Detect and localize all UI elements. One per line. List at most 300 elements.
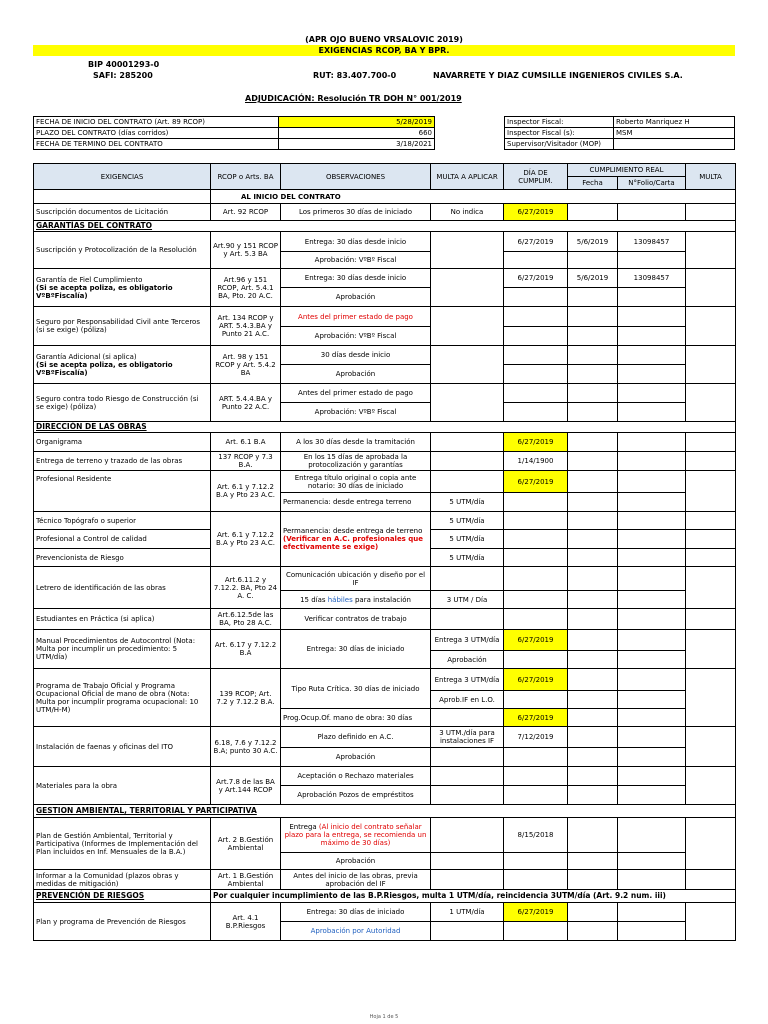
multa-aplicar-cell xyxy=(431,870,504,890)
exigencia-cell: Prevencionista de Riesgo xyxy=(34,549,211,567)
multa-cell xyxy=(686,818,736,870)
folio-cell xyxy=(618,591,686,609)
dia-cumplim-cell xyxy=(504,567,568,591)
observacion-cell: Aprobación: VºBº Fiscal xyxy=(281,403,431,422)
folio-cell xyxy=(618,630,686,651)
exigencia-cell: Suscripción documentos de Licitación xyxy=(34,204,211,221)
observacion-cell: Los primeros 30 días de iniciado xyxy=(281,204,431,221)
page-footer: Hoja 1 de 5 xyxy=(369,1014,399,1020)
multa-aplicar-cell xyxy=(431,818,504,853)
folio-cell xyxy=(618,346,686,365)
folio-cell xyxy=(618,609,686,630)
fecha-cell xyxy=(568,630,618,651)
exigencia-cell: Plan y programa de Prevención de Riesgos xyxy=(34,903,211,941)
observacion-text: Entrega xyxy=(289,823,319,831)
dia-cumplim-cell: 6/27/2019 xyxy=(504,903,568,922)
dia-cumplim-cell: 6/27/2019 xyxy=(504,630,568,651)
multa-cell xyxy=(686,669,736,727)
multa-cell xyxy=(686,307,736,346)
dia-cumplim-cell xyxy=(504,870,568,890)
inspector-table xyxy=(504,116,735,150)
fecha-cell xyxy=(568,365,618,384)
spacer-cell xyxy=(34,190,211,204)
table-row xyxy=(34,903,736,922)
dia-cumplim-cell xyxy=(504,591,568,609)
multa-cell xyxy=(686,530,736,549)
exigencia-text: Garantía Adicional (si aplica) xyxy=(36,352,137,361)
multa-aplicar-cell: 5 UTM/día xyxy=(431,512,504,530)
observacion-cell: Verificar contratos de trabajo xyxy=(281,609,431,630)
dia-cumplim-cell xyxy=(504,786,568,805)
folio-cell xyxy=(618,452,686,471)
dia-cumplim-cell xyxy=(504,288,568,307)
header-multa: MULTA xyxy=(686,164,736,190)
fecha-cell xyxy=(568,767,618,786)
table-row xyxy=(34,609,736,630)
dia-cumplim-cell xyxy=(504,327,568,346)
dia-cumplim-cell xyxy=(504,651,568,669)
multa-aplicar-cell: Entrega 3 UTM/día xyxy=(431,669,504,691)
dia-cumplim-cell xyxy=(504,493,568,512)
fecha-cell: 5/6/2019 xyxy=(568,269,618,288)
table-row xyxy=(34,870,736,890)
exigencia-cell: Manual Procedimientos de Autocontrol (Nota: Multa por incumplir un procedimiento: 5 UTM/día) xyxy=(34,630,211,669)
observacion-cell: Aprobación: VºBº Fiscal xyxy=(281,252,431,269)
inspector-value: MSM xyxy=(614,128,735,139)
folio-cell: 13098457 xyxy=(618,269,686,288)
multa-cell xyxy=(686,727,736,767)
dia-cumplim-cell: 6/27/2019 xyxy=(504,204,568,221)
observacion-warning: (Al inicio del contrato señalar plazo para la entrega, se recomienda un máximo de 30 días) xyxy=(284,823,427,847)
contract-info-table xyxy=(33,116,435,150)
multa-cell xyxy=(686,630,736,669)
fecha-cell xyxy=(568,870,618,890)
exigencia-cell: Informar a la Comunidad (plazos obras y medidas de mitigación) xyxy=(34,870,211,890)
exigencia-note: (Si se acepta poliza, es obligatorio VºBºFiscalía) xyxy=(36,283,173,300)
folio-cell xyxy=(618,709,686,727)
fecha-cell xyxy=(568,709,618,727)
dia-cumplim-cell xyxy=(504,609,568,630)
folio-cell xyxy=(618,818,686,853)
multa-aplicar-cell xyxy=(431,767,504,786)
articulo-cell: Art.6.11.2 y 7.12.2. BA, Pto 24 A. C. xyxy=(211,567,281,609)
multa-aplicar-cell xyxy=(431,232,504,269)
section-prevencion: PREVENCIÓN DE RIESGOS xyxy=(34,890,211,903)
observacion-cell xyxy=(281,818,431,853)
rut-number: RUT: 83.407.700-0 xyxy=(313,71,397,80)
contract-value: 660 xyxy=(279,128,435,139)
table-row xyxy=(34,433,736,452)
observacion-cell: Entrega: 30 días desde inicio xyxy=(281,269,431,288)
folio-cell xyxy=(618,307,686,327)
table-row xyxy=(34,307,736,327)
dia-cumplim-cell xyxy=(504,384,568,403)
multa-aplicar-cell xyxy=(431,567,504,591)
contract-row xyxy=(34,117,435,128)
folio-cell xyxy=(618,403,686,422)
inspector-row xyxy=(505,117,735,128)
section-direccion: DIRECCIÓN DE LAS OBRAS xyxy=(34,422,736,433)
observacion-cell: Plazo definido en A.C. xyxy=(281,727,431,748)
header-observaciones: OBSERVACIONES xyxy=(281,164,431,190)
exigencia-cell: Profesional a Control de calidad xyxy=(34,530,211,549)
dia-cumplim-cell xyxy=(504,252,568,269)
observacion-cell: Antes del inicio de las obras, previa aprobación del IF xyxy=(281,870,431,890)
articulo-cell: Art. 6.1 y 7.12.2 B.A y Pto 23 A.C. xyxy=(211,471,281,512)
fecha-cell xyxy=(568,903,618,922)
dia-cumplim-cell: 6/27/2019 xyxy=(504,433,568,452)
exigencia-cell: Instalación de faenas y oficinas del ITO xyxy=(34,727,211,767)
dia-cumplim-cell xyxy=(504,346,568,365)
table-row xyxy=(34,630,736,651)
dia-cumplim-cell: 6/27/2019 xyxy=(504,269,568,288)
folio-cell xyxy=(618,365,686,384)
articulo-cell: 6.18, 7.6 y 7.12.2 B.A; punto 30 A.C. xyxy=(211,727,281,767)
fecha-cell xyxy=(568,403,618,422)
observacion-text: Permanencia: desde entrega de terreno xyxy=(283,527,423,535)
inspector-label: Supervisor/Visitador (MOP) xyxy=(505,139,614,150)
fecha-cell xyxy=(568,748,618,767)
table-row xyxy=(34,818,736,853)
header-exigencias: EXIGENCIAS xyxy=(34,164,211,190)
inspector-label: Inspector Fiscal (s): xyxy=(505,128,614,139)
dia-cumplim-cell xyxy=(504,748,568,767)
observacion-cell: Aprobación xyxy=(281,365,431,384)
multa-cell xyxy=(686,204,736,221)
multa-aplicar-cell xyxy=(431,748,504,767)
dia-cumplim-cell: 6/27/2019 xyxy=(504,669,568,691)
folio-cell xyxy=(618,530,686,549)
exigencia-cell: Estudiantes en Práctica (si aplica) xyxy=(34,609,211,630)
exigencia-cell: Plan de Gestión Ambiental, Territorial y Participativa (Informes de Implementación del Plan incluidos en Inf. Mensuales de la B.A.) xyxy=(34,818,211,870)
folio-cell xyxy=(618,549,686,567)
observacion-cell: Aprobación Pozos de empréstitos xyxy=(281,786,431,805)
fecha-cell xyxy=(568,288,618,307)
articulo-cell: Art. 4.1 B.P.Riesgos xyxy=(211,903,281,941)
exigencia-cell: Seguro por Responsabilidad Civil ante Terceros (si se exige) (póliza) xyxy=(34,307,211,346)
articulo-cell: Art.6.12.5de las BA, Pto 28 A.C. xyxy=(211,609,281,630)
folio-cell xyxy=(618,433,686,452)
inspector-label: Inspector Fiscal: xyxy=(505,117,614,128)
table-row xyxy=(34,232,736,252)
fecha-cell xyxy=(568,567,618,591)
multa-cell xyxy=(686,433,736,452)
dia-cumplim-cell xyxy=(504,365,568,384)
folio-cell xyxy=(618,384,686,403)
multa-aplicar-cell: 5 UTM/día xyxy=(431,549,504,567)
section-row xyxy=(34,190,736,204)
fecha-cell xyxy=(568,609,618,630)
observacion-cell: Aprobación por Autoridad xyxy=(281,922,431,941)
articulo-cell: Art.96 y 151 RCOP, Art. 5.4.1 BA, Pto. 20 A.C. xyxy=(211,269,281,307)
fecha-cell xyxy=(568,549,618,567)
fecha-cell xyxy=(568,922,618,941)
multa-cell xyxy=(686,269,736,307)
multa-aplicar-cell xyxy=(431,609,504,630)
dia-cumplim-cell xyxy=(504,691,568,709)
table-row xyxy=(34,512,736,530)
observacion-text: para instalación xyxy=(352,595,411,604)
table-header-row xyxy=(34,164,736,177)
fecha-cell xyxy=(568,204,618,221)
multa-aplicar-cell: No indica xyxy=(431,204,504,221)
multa-aplicar-cell xyxy=(431,786,504,805)
folio-cell xyxy=(618,870,686,890)
observacion-cell: Tipo Ruta Crítica. 30 días de iniciado xyxy=(281,669,431,709)
folio-cell xyxy=(618,471,686,493)
observacion-warning: (Verificar en A.C. profesionales que efectivamente se exige) xyxy=(283,535,424,551)
dia-cumplim-cell xyxy=(504,530,568,549)
exigencia-cell: Técnico Topógrafo o superior xyxy=(34,512,211,530)
folio-cell xyxy=(618,327,686,346)
observacion-cell: Comunicación ubicación y diseño por el IF xyxy=(281,567,431,591)
section-ambiental: GESTION AMBIENTAL, TERRITORIAL Y PARTICIPATIVA xyxy=(34,805,736,818)
fecha-cell xyxy=(568,786,618,805)
fecha-cell xyxy=(568,493,618,512)
observacion-cell: Entrega título original o copia ante notario: 30 días de iniciado xyxy=(281,471,431,493)
multa-cell xyxy=(686,609,736,630)
observacion-cell xyxy=(281,591,431,609)
observacion-cell: A los 30 días desde la tramitación xyxy=(281,433,431,452)
multa-cell xyxy=(686,567,736,609)
multa-aplicar-cell: 5 UTM/día xyxy=(431,493,504,512)
dia-cumplim-cell xyxy=(504,403,568,422)
header-cumplimiento-real: CUMPLIMIENTO REAL xyxy=(568,164,686,177)
table-row xyxy=(34,767,736,786)
multa-aplicar-cell xyxy=(431,471,504,493)
articulo-cell: Art. 6.1 B.A xyxy=(211,433,281,452)
inspector-value: Roberto Manriquez H xyxy=(614,117,735,128)
multa-cell xyxy=(686,471,736,512)
fecha-cell xyxy=(568,307,618,327)
articulo-cell: Art.7.8 de las BA y Art.144 RCOP xyxy=(211,767,281,805)
adjudicacion: ADJUDICACIÓN: Resolución TR DOH N° 001/2019 xyxy=(245,94,462,103)
fecha-cell xyxy=(568,512,618,530)
dia-cumplim-cell: 1/14/1900 xyxy=(504,452,568,471)
table-row xyxy=(34,452,736,471)
multa-aplicar-cell xyxy=(431,922,504,941)
fecha-cell xyxy=(568,252,618,269)
company-name: NAVARRETE Y DIAZ CUMSILLE INGENIEROS CIVILES S.A. xyxy=(433,71,683,80)
inspector-row xyxy=(505,139,735,150)
folio-cell xyxy=(618,204,686,221)
table-row xyxy=(34,269,736,288)
section-row xyxy=(34,890,736,903)
fecha-cell: 5/6/2019 xyxy=(568,232,618,252)
exigencia-cell xyxy=(34,269,211,307)
fecha-cell xyxy=(568,691,618,709)
table-row xyxy=(34,669,736,691)
multa-aplicar-cell xyxy=(431,307,504,346)
multa-aplicar-cell xyxy=(431,709,504,727)
articulo-cell: Art. 134 RCOP y ART. 5.4.3.BA y Punto 21 A.C. xyxy=(211,307,281,346)
multa-cell xyxy=(686,346,736,384)
multa-aplicar-cell: Aprobación xyxy=(431,651,504,669)
fecha-cell xyxy=(568,669,618,691)
folio-cell xyxy=(618,786,686,805)
prevencion-note: Por cualquier incumplimiento de las B.P.Riesgos, multa 1 UTM/día, reincidencia 3UTM/día (Art. 9.2 num. iii) xyxy=(211,890,736,903)
dia-cumplim-cell xyxy=(504,307,568,327)
section-row xyxy=(34,422,736,433)
folio-cell xyxy=(618,691,686,709)
folio-cell xyxy=(618,252,686,269)
header-multa-aplicar: MULTA A APLICAR xyxy=(431,164,504,190)
header-fecha: Fecha xyxy=(568,177,618,190)
document-subtitle: EXIGENCIAS RCOP, BA Y BPR. xyxy=(33,45,735,56)
folio-cell xyxy=(618,767,686,786)
fecha-cell xyxy=(568,384,618,403)
table-row xyxy=(34,346,736,365)
observacion-cell: Entrega: 30 días de iniciado xyxy=(281,903,431,922)
multa-aplicar-cell: 3 UTM / Día xyxy=(431,591,504,609)
fecha-cell xyxy=(568,727,618,748)
dia-cumplim-cell xyxy=(504,853,568,870)
observacion-cell: Aprobación: VºBº Fiscal xyxy=(281,327,431,346)
multa-aplicar-cell xyxy=(431,452,504,471)
multa-cell xyxy=(686,870,736,890)
table-row xyxy=(34,567,736,591)
contract-label: PLAZO DEL CONTRATO (días corridos) xyxy=(34,128,279,139)
header-dia-cumplim: DÍA DE CUMPLIM. xyxy=(504,164,568,190)
multa-aplicar-cell xyxy=(431,269,504,307)
observacion-cell: 30 días desde inicio xyxy=(281,346,431,365)
multa-cell xyxy=(686,452,736,471)
table-row xyxy=(34,204,736,221)
articulo-cell: Art. 92 RCOP xyxy=(211,204,281,221)
multa-aplicar-cell: Entrega 3 UTM/día xyxy=(431,630,504,651)
multa-aplicar-cell: 1 UTM/día xyxy=(431,903,504,922)
fecha-cell xyxy=(568,818,618,853)
observacion-cell xyxy=(281,512,431,567)
fecha-cell xyxy=(568,530,618,549)
fecha-cell xyxy=(568,591,618,609)
multa-cell xyxy=(686,384,736,422)
exigencia-cell: Letrero de identificación de las obras xyxy=(34,567,211,609)
exigencia-note: (Si se acepta poliza, es obligatorio VºBºFiscalía) xyxy=(36,360,173,377)
fecha-cell xyxy=(568,433,618,452)
header-folio: N°Folio/Carta xyxy=(618,177,686,190)
folio-cell xyxy=(618,669,686,691)
articulo-cell: Art. 2 B.Gestión Ambiental xyxy=(211,818,281,870)
observacion-text: 15 días xyxy=(300,595,328,604)
observacion-cell: Antes del primer estado de pago xyxy=(281,307,431,327)
folio-cell xyxy=(618,651,686,669)
document-title: (APR OJO BUENO VRSALOVIC 2019) xyxy=(305,35,463,44)
exigencia-cell: Profesional Residente xyxy=(34,471,211,512)
inspector-value xyxy=(614,139,735,150)
section-row xyxy=(34,221,736,232)
exigencia-cell: Organigrama xyxy=(34,433,211,452)
folio-cell xyxy=(618,288,686,307)
observacion-cell: Aprobación xyxy=(281,853,431,870)
safi-code: SAFI: 285200 xyxy=(93,71,153,80)
fecha-cell xyxy=(568,346,618,365)
observacion-cell: Aprobación xyxy=(281,748,431,767)
observacion-cell: Aceptación o Rechazo materiales xyxy=(281,767,431,786)
observacion-cell: Entrega: 30 días de iniciado xyxy=(281,630,431,669)
contract-row xyxy=(34,139,435,150)
dia-cumplim-cell: 6/27/2019 xyxy=(504,232,568,252)
bip-code: BIP 40001293-0 xyxy=(88,60,160,69)
exigencia-text: Garantía de Fiel Cumplimiento xyxy=(36,275,143,284)
folio-cell xyxy=(618,748,686,767)
articulo-cell: Art. 1 B.Gestión Ambiental xyxy=(211,870,281,890)
fecha-cell xyxy=(568,853,618,870)
inspector-row xyxy=(505,128,735,139)
dia-cumplim-cell xyxy=(504,549,568,567)
folio-cell xyxy=(618,903,686,922)
contract-value: 5/28/2019 xyxy=(279,117,435,128)
observacion-highlight: hábiles xyxy=(327,595,353,604)
section-garantias: GARANTÍAS DEL CONTRATO xyxy=(34,221,736,232)
folio-cell xyxy=(618,567,686,591)
dia-cumplim-cell: 6/27/2019 xyxy=(504,471,568,493)
exigencia-cell: Suscripción y Protocolización de la Resolución xyxy=(34,232,211,269)
folio-cell xyxy=(618,853,686,870)
header-rcop: RCOP o Arts. BA xyxy=(211,164,281,190)
fecha-cell xyxy=(568,452,618,471)
multa-aplicar-cell: 3 UTM./día para instalaciones IF xyxy=(431,727,504,748)
folio-cell xyxy=(618,922,686,941)
exigencia-cell: Programa de Trabajo Oficial y Programa Ocupacional Oficial de mano de obra (Nota: Multa por incumplir programa ocupacional: 10 UTM/H-M) xyxy=(34,669,211,727)
folio-cell xyxy=(618,727,686,748)
dia-cumplim-cell: 8/15/2018 xyxy=(504,818,568,853)
dia-cumplim-cell xyxy=(504,767,568,786)
table-row xyxy=(34,471,736,493)
observacion-cell: Antes del primer estado de pago xyxy=(281,384,431,403)
multa-cell xyxy=(686,512,736,530)
contract-label: FECHA DE INICIO DEL CONTRATO (Art. 89 RCOP) xyxy=(34,117,279,128)
exigencia-cell xyxy=(34,346,211,384)
articulo-cell: Art. 6.1 y 7.12.2 B.A y Pto 23 A.C. xyxy=(211,512,281,567)
observacion-cell: En los 15 días de aprobada la protocolización y garantías xyxy=(281,452,431,471)
multa-aplicar-cell: Aprob.IF en L.O. xyxy=(431,691,504,709)
multa-cell xyxy=(686,903,736,941)
exigencia-cell: Entrega de terreno y trazado de las obras xyxy=(34,452,211,471)
exigencia-cell: Materiales para la obra xyxy=(34,767,211,805)
observacion-cell: Aprobación xyxy=(281,288,431,307)
table-row xyxy=(34,727,736,748)
articulo-cell: 139 RCOP; Art. 7.2 y 7.12.2 B.A. xyxy=(211,669,281,727)
multa-cell xyxy=(686,767,736,805)
multa-aplicar-cell: 5 UTM/día xyxy=(431,530,504,549)
fecha-cell xyxy=(568,327,618,346)
articulo-cell: Art. 98 y 151 RCOP y Art. 5.4.2 BA xyxy=(211,346,281,384)
articulo-cell: ART. 5.4.4.BA y Punto 22 A.C. xyxy=(211,384,281,422)
articulo-cell: 137 RCOP y 7.3 B.A. xyxy=(211,452,281,471)
requirements-table xyxy=(33,163,736,941)
section-inicio: AL INICIO DEL CONTRATO xyxy=(211,190,736,204)
dia-cumplim-cell xyxy=(504,512,568,530)
fecha-cell xyxy=(568,471,618,493)
dia-cumplim-cell: 7/12/2019 xyxy=(504,727,568,748)
folio-cell: 13098457 xyxy=(618,232,686,252)
section-row xyxy=(34,805,736,818)
exigencia-cell: Seguro contra todo Riesgo de Construcción (si se exige) (póliza) xyxy=(34,384,211,422)
multa-aplicar-cell xyxy=(431,853,504,870)
multa-aplicar-cell xyxy=(431,346,504,384)
observacion-cell: Prog.Ocup.Of. mano de obra: 30 días xyxy=(281,709,431,727)
folio-cell xyxy=(618,493,686,512)
multa-cell xyxy=(686,549,736,567)
observacion-cell: Entrega: 30 días desde inicio xyxy=(281,232,431,252)
folio-cell xyxy=(618,512,686,530)
dia-cumplim-cell: 6/27/2019 xyxy=(504,709,568,727)
contract-row xyxy=(34,128,435,139)
contract-value: 3/18/2021 xyxy=(279,139,435,150)
fecha-cell xyxy=(568,651,618,669)
articulo-cell: Art. 6.17 y 7.12.2 B.A xyxy=(211,630,281,669)
